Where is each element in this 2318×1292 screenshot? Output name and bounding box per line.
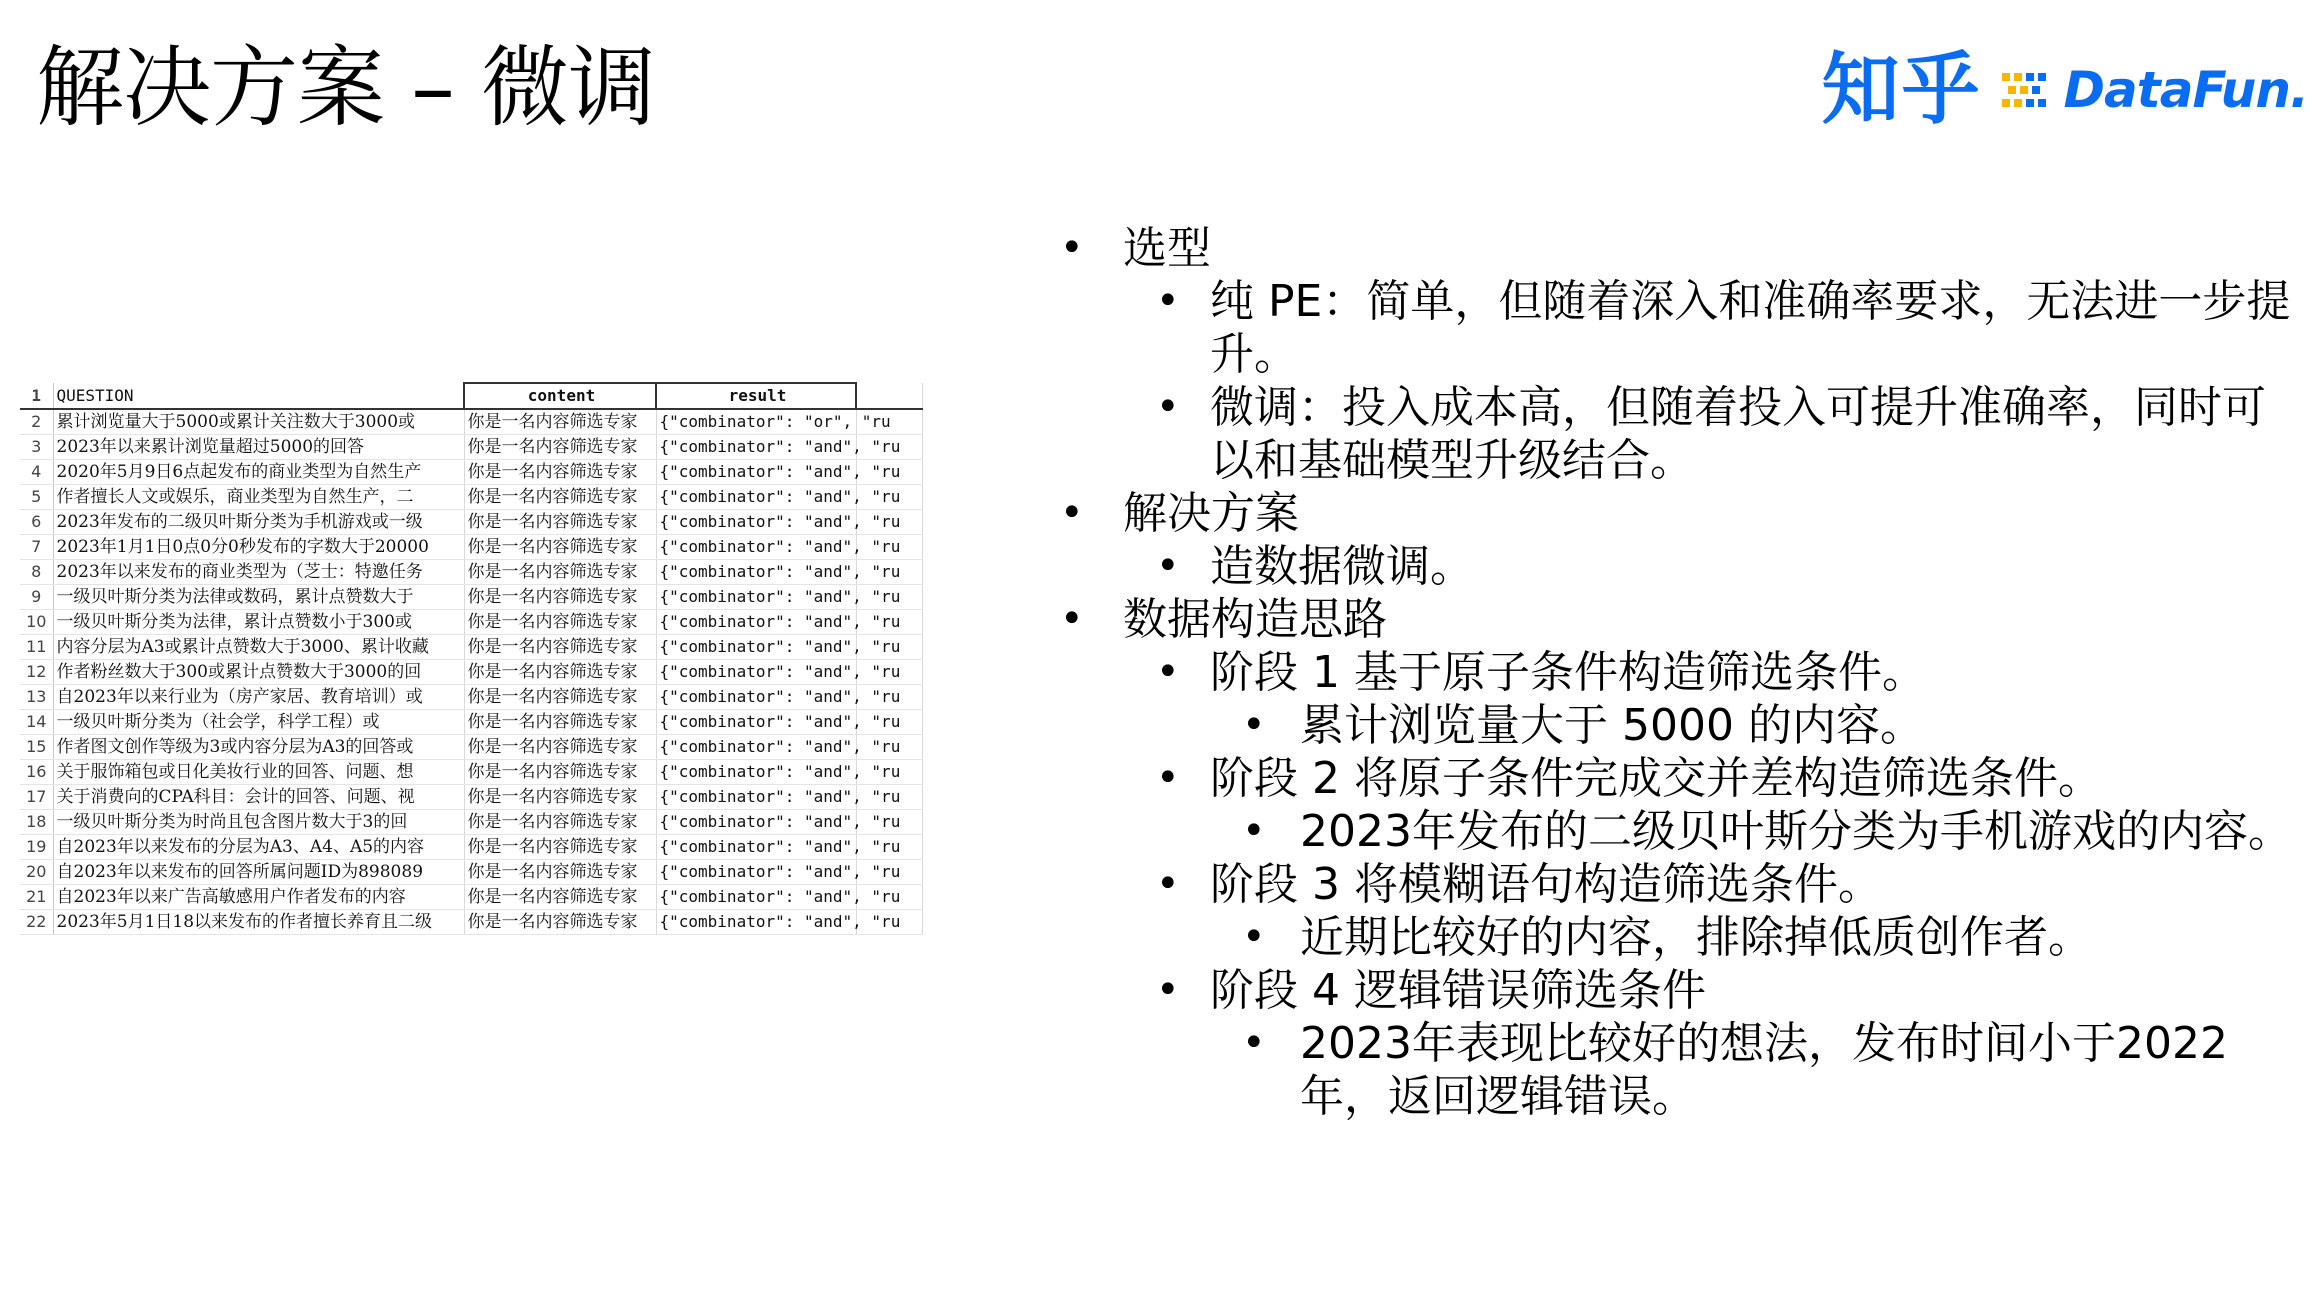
question-cell: 2023年1月1日0点0分0秒发布的字数大于20000 [53,535,464,560]
bullet-stage-1: • 阶段 1 基于原子条件构造筛选条件。 [1156,647,1926,698]
bullet-stage-4-example: • 2023年表现比较好的想法，发布时间小于2022年，返回逻辑错误。 [1242,1018,2228,1122]
question-cell: QUESTION [53,383,464,409]
bullet-make-data: • 造数据微调。 [1156,541,1474,592]
content-cell: 你是一名内容筛选专家 [464,560,656,585]
bullet-list [1060,222,2310,1123]
question-cell: 2020年5月9日6点起发布的商业类型为自然生产 [53,460,464,485]
result-cell: {"combinator": "and", "ru [656,860,856,885]
result-cell: {"combinator": "and", "ru [656,535,856,560]
result-cell: {"combinator": "and", "ru [656,760,856,785]
content-cell: 你是一名内容筛选专家 [464,635,656,660]
result-cell: {"combinator": "and", "ru [656,510,856,535]
result-cell: {"combinator": "and", "ru [656,835,856,860]
result-cell: {"combinator": "and", "ru [656,635,856,660]
result-cell: {"combinator": "and", "ru [656,885,856,910]
question-cell: 自2023年以来行业为（房产家居、教育培训）或 [53,685,464,710]
result-cell: {"combinator": "and", "ru [656,460,856,485]
row-number: 10 [20,610,53,635]
row-number: 8 [20,560,53,585]
content-cell: content [464,383,656,409]
table-row [20,710,922,735]
empty-cell [856,383,922,409]
content-cell: 你是一名内容筛选专家 [464,910,656,935]
table-row [20,585,922,610]
question-cell: 2023年发布的二级贝叶斯分类为手机游戏或一级 [53,510,464,535]
result-cell: {"combinator": "and", "ru [656,660,856,685]
result-cell: {"combinator": "or", "ru [656,409,856,435]
row-number: 13 [20,685,53,710]
result-cell: {"combinator": "and", "ru [656,685,856,710]
content-cell: 你是一名内容筛选专家 [464,860,656,885]
bullet-stage-1-example: • 累计浏览量大于 5000 的内容。 [1242,700,1924,751]
sheet-header-row [20,383,922,409]
result-cell: {"combinator": "and", "ru [656,810,856,835]
table-row [20,435,922,460]
row-number: 2 [20,409,53,435]
question-cell: 2023年5月1日18以来发布的作者擅长养育且二级 [53,910,464,935]
question-cell: 一级贝叶斯分类为法律，累计点赞数小于300或 [53,610,464,635]
page-title: 解决方案 – 微调 [36,36,655,139]
table-row [20,460,922,485]
question-cell: 关于消费向的CPA科目：会计的回答、问题、视 [53,785,464,810]
row-number: 17 [20,785,53,810]
row-number: 21 [20,885,53,910]
table-row [20,860,922,885]
datafun-wordmark: DataFun. [2063,61,2308,119]
row-number: 14 [20,710,53,735]
question-cell: 作者图文创作等级为3或内容分层为A3的回答或 [53,735,464,760]
bullet-data-construction: • 数据构造思路 [1060,594,1387,645]
table-row [20,910,922,935]
table-row [20,835,922,860]
result-cell: result [656,383,856,409]
table-row [20,485,922,510]
content-cell: 你是一名内容筛选专家 [464,510,656,535]
result-cell: {"combinator": "and", "ru [656,585,856,610]
result-cell: {"combinator": "and", "ru [656,610,856,635]
bullet-stage-4: • 阶段 4 逻辑错误筛选条件 [1156,965,1706,1016]
table-row [20,535,922,560]
spreadsheet-screenshot [20,382,923,935]
table-row [20,409,922,435]
table-row [20,785,922,810]
question-cell: 作者粉丝数大于300或累计点赞数大于3000的回 [53,660,464,685]
row-number: 12 [20,660,53,685]
table-row [20,885,922,910]
question-cell: 2023年以来累计浏览量超过5000的回答 [53,435,464,460]
row-number: 19 [20,835,53,860]
question-cell: 一级贝叶斯分类为（社会学，科学工程）或 [53,710,464,735]
question-cell: 自2023年以来广告高敏感用户作者发布的内容 [53,885,464,910]
table-row [20,560,922,585]
content-cell: 你是一名内容筛选专家 [464,710,656,735]
datafun-logo [2000,61,2308,119]
content-cell: 你是一名内容筛选专家 [464,460,656,485]
bullet-stage-2-example: • 2023年发布的二级贝叶斯分类为手机游戏的内容。 [1242,806,2292,857]
content-cell: 你是一名内容筛选专家 [464,785,656,810]
question-cell: 累计浏览量大于5000或累计关注数大于3000或 [53,409,464,435]
content-cell: 你是一名内容筛选专家 [464,835,656,860]
question-cell: 关于服饰箱包或日化美妆行业的回答、问题、想 [53,760,464,785]
content-cell: 你是一名内容筛选专家 [464,485,656,510]
table-row [20,510,922,535]
content-cell: 你是一名内容筛选专家 [464,685,656,710]
row-number: 7 [20,535,53,560]
table-row [20,660,922,685]
row-number: 6 [20,510,53,535]
table-row [20,610,922,635]
result-cell: {"combinator": "and", "ru [656,910,856,935]
row-number: 5 [20,485,53,510]
result-cell: {"combinator": "and", "ru [656,435,856,460]
row-number: 18 [20,810,53,835]
row-number: 4 [20,460,53,485]
content-cell: 你是一名内容筛选专家 [464,435,656,460]
bullet-solution: • 解决方案 [1060,488,1299,539]
content-cell: 你是一名内容筛选专家 [464,660,656,685]
datafun-mark-icon [2000,67,2056,113]
row-number: 22 [20,910,53,935]
bullet-pure-pe: • 纯 PE：简单，但随着深入和准确率要求，无法进一步提升。 [1156,276,2291,380]
content-cell: 你是一名内容筛选专家 [464,610,656,635]
bullet-finetune: • 微调：投入成本高，但随着投入可提升准确率，同时可以和基础模型升级结合。 [1156,382,2266,486]
question-cell: 一级贝叶斯分类为法律或数码，累计点赞数大于 [53,585,464,610]
table-row [20,735,922,760]
result-cell: {"combinator": "and", "ru [656,710,856,735]
content-cell: 你是一名内容筛选专家 [464,810,656,835]
row-number: 9 [20,585,53,610]
table-row [20,635,922,660]
bullet-model-selection: • 选型 [1060,223,1211,274]
result-cell: {"combinator": "and", "ru [656,785,856,810]
zhihu-logo: 知乎 [1821,45,1982,135]
row-number: 16 [20,760,53,785]
question-cell: 2023年以来发布的商业类型为（芝士：特邀任务 [53,560,464,585]
bullet-stage-3: • 阶段 3 将模糊语句构造筛选条件。 [1156,859,1882,910]
question-cell: 一级贝叶斯分类为时尚且包含图片数大于3的回 [53,810,464,835]
row-number: 3 [20,435,53,460]
content-cell: 你是一名内容筛选专家 [464,885,656,910]
result-cell: {"combinator": "and", "ru [656,485,856,510]
question-cell: 自2023年以来发布的分层为A3、A4、A5的内容 [53,835,464,860]
question-cell: 自2023年以来发布的回答所属问题ID为898089 [53,860,464,885]
content-cell: 你是一名内容筛选专家 [464,585,656,610]
result-cell: {"combinator": "and", "ru [656,735,856,760]
content-cell: 你是一名内容筛选专家 [464,535,656,560]
row-number: 20 [20,860,53,885]
content-cell: 你是一名内容筛选专家 [464,760,656,785]
row-number: 15 [20,735,53,760]
content-cell: 你是一名内容筛选专家 [464,735,656,760]
row-number: 11 [20,635,53,660]
content-cell: 你是一名内容筛选专家 [464,409,656,435]
table-row [20,810,922,835]
bullet-stage-3-example: • 近期比较好的内容，排除掉低质创作者。 [1242,912,2092,963]
table-row [20,760,922,785]
result-cell: {"combinator": "and", "ru [656,560,856,585]
table-row [20,685,922,710]
bullet-stage-2: • 阶段 2 将原子条件完成交并差构造筛选条件。 [1156,753,2102,804]
question-cell: 内容分层为A3或累计点赞数大于3000、累计收藏 [53,635,464,660]
row-number: 1 [20,383,53,409]
question-cell: 作者擅长人文或娱乐，商业类型为自然生产，二 [53,485,464,510]
logo-group [1822,40,2308,140]
